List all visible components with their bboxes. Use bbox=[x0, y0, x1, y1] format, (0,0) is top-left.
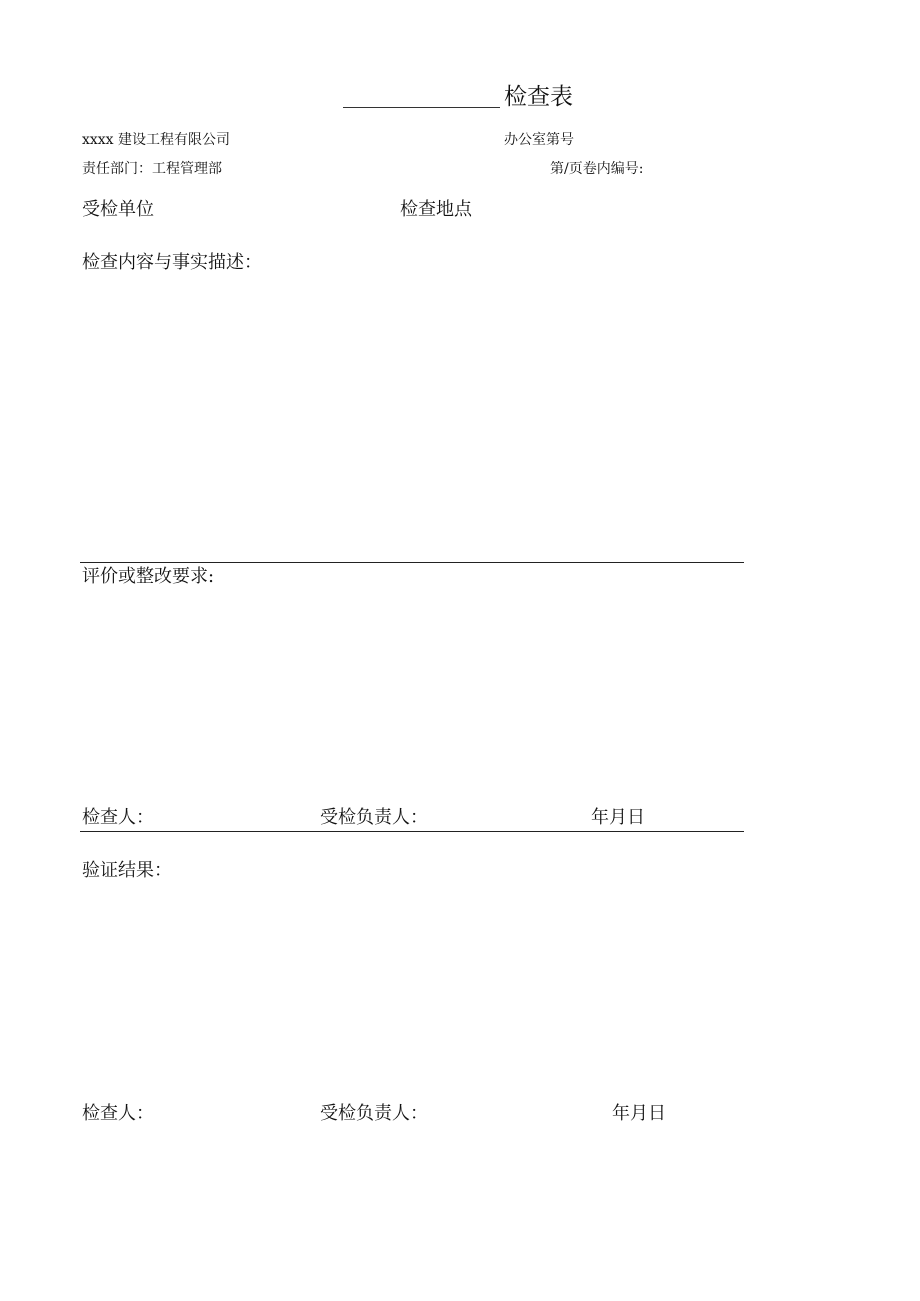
signature-divider bbox=[80, 831, 744, 832]
inspection-location-label: 检查地点 bbox=[400, 199, 472, 220]
verification-result-label: 验证结果： bbox=[82, 860, 172, 881]
section-divider bbox=[80, 562, 744, 563]
office-number-label: 办公室第号 bbox=[504, 132, 574, 148]
inspected-unit-label: 受检单位 bbox=[82, 199, 154, 220]
inspector-label: 检查人： bbox=[82, 807, 154, 828]
page-volume-number-label: 第/页卷内编号: bbox=[550, 161, 644, 177]
company-name: xxxx 建设工程有限公司 bbox=[82, 132, 231, 148]
evaluation-label: 评价或整改要求: bbox=[82, 566, 215, 587]
title-blank-line bbox=[343, 107, 500, 108]
responsible-department: 责任部门：工程管理部 bbox=[82, 161, 222, 177]
verification-responsible-person-label: 受检负责人： bbox=[320, 1103, 428, 1124]
page-title: 检查表 bbox=[504, 84, 573, 110]
content-description-label: 检查内容与事实描述： bbox=[82, 252, 262, 273]
responsible-person-label: 受检负责人： bbox=[320, 807, 428, 828]
verification-inspector-label: 检查人： bbox=[82, 1103, 154, 1124]
verification-date-label: 年月日 bbox=[612, 1103, 666, 1124]
date-label: 年月日 bbox=[591, 807, 645, 828]
